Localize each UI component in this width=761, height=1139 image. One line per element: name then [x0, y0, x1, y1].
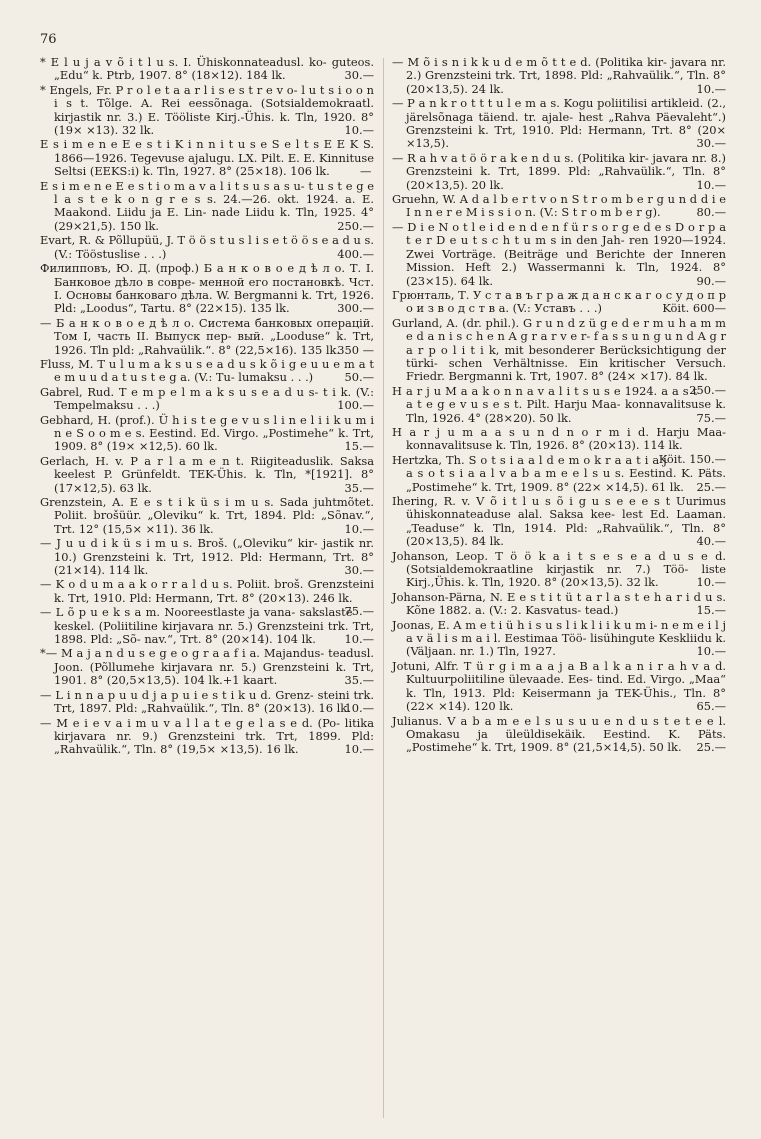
entry-text: * E l u j a v õ i t l u s. I. Ühiskonnateadusl. ko- guteos. „Edu“ k. Ptrb, 1907. 8° (18×12). 184 lk. — [40, 55, 374, 83]
entry-price: 30.— — [344, 563, 374, 578]
entry-text: Evart, R. & Põllupüü, J. T ö ö s t u s l i s e t ö ö s e a d u s. (V.: Tööstuslise . . .) — [40, 233, 374, 261]
entry-text: H a r j u m a a s u n d n o r m i d. Harju Maa- konnavalitsuse k. Tln, 1926. 8° (20×13). 114 lk. — [392, 424, 726, 453]
entry-text: — M e i e v a i m u v a l l a t e g e l a s e d. (Po- litika kirjavara nr. 9.) Grenzsteini trk. Trt, 1899. Pld: „Rahvaülik.“, Tln. 8° (19,5× ×13,5). 16 lk. — [40, 715, 374, 757]
catalog-entry — [392, 660, 726, 714]
entry-text: — M õ i s n i k k u d e m õ t t e d. (Politika kir- javara nr. 2.) Grenzsteini trk. Trt, 1898. Pld: „Rahvaülik.“, Tln. 8° (20×13,5). 24 lk. — [392, 55, 726, 96]
catalog-entry — [392, 715, 726, 755]
entry-price: 250.— — [689, 382, 726, 397]
catalog-entry — [392, 550, 726, 590]
page-number: 76 — [40, 32, 57, 47]
catalog-entry — [40, 84, 374, 138]
entry-price: 10.— — [696, 177, 726, 192]
entry-price: — — [360, 164, 372, 179]
entry-price: 90.— — [696, 273, 726, 288]
catalog-entry — [40, 358, 374, 385]
entry-price: 10.— — [696, 575, 726, 590]
entry-price: 250.— — [337, 218, 374, 233]
entry-text: Fluss, M. T u l u m a k s u s e a d u s k õ i g e u u e m a t e m u u d a t u s t e g a. (V.: Tu- lumaksu . . .) — [40, 356, 374, 385]
catalog-entry — [40, 717, 374, 757]
catalog-entry — [40, 414, 374, 454]
catalog-entry — [392, 56, 726, 96]
entry-price: 35.— — [344, 673, 374, 688]
entry-text: Johanson-Pärna, N. E e s t i t ü t a r l a s t e h a r i d u s. Kõne 1882. a. (V.: 2. Kasvatus- tead.) — [392, 589, 726, 618]
entry-price: 10.— — [344, 123, 374, 138]
entry-text: Joonas, E. A m e t i ü h i s u s l i k l i i k u m i- n e m e i l j a v ä l i s m a i l. Eestimaa Töö- lisühingute Keskliidu k. (Väljaan. nr. 1.) Tln, 1927. — [392, 617, 726, 659]
entry-text: — Б а н к о в о е д ѣ л о. Система банковых операцій. Том I, часть II. Выпуск пер- вый. „Looduse“ k. Trt, 1926. Tln pld: „Rahvaülik.“. 8° (22,5×16). 135 lk. — [40, 315, 374, 357]
entry-text: *— M a j a n d u s e g e o g r a a f i a. Majandus- teadusl. Joon. (Põllumehe kirjavara nr. 5.) Grenzsteini k. Trt, 1901. 8° (20,5×13,5). 104 lk.+1 kaart. — [40, 646, 374, 688]
column-divider — [383, 58, 384, 1118]
catalog-entry — [40, 577, 374, 619]
catalog-entry — [392, 221, 726, 288]
entry-text: Jotuni, Alfr. T ü r g i m a a j a B a l k a n i r a h v a d. Kultuurpoliitiline ülevaade. Ees- tind. Ed. Virgo. „Maa“ k. Tln, 1913. Pld: Keisermann ja TEK-Ühis., Tln. 8° (22× ×14). 120 lk. — [392, 658, 726, 714]
entry-text: Gabrel, Rud. T e m p e l m a k s u s e a d u s- t i k. (V.: Tempelmaksu . . .) — [40, 384, 374, 413]
entry-price: 10.— — [696, 644, 726, 659]
entry-text: — L õ p u e k s a m. Nooreestlaste ja vana- sakslaste keskel. (Poliitiline kirjavara nr. 5.) Grenzsteini trk. Trt, 1898. Pld: „Sõ- nav.“, Trt. 8° (20×14). 104 lk. — [40, 605, 374, 647]
entry-text: Grenzstein, A. E e s t i k ü s i m u s. Sada juhtmõtet. Poliit. brošüür. „Oleviku“ k. Trt, 1894. Pld: „Sõnav.“, Trt. 12° (15,5× ×11). 36 lk. — [40, 495, 374, 536]
entry-price: 80.— — [696, 205, 726, 220]
entry-text: Gebhard, H. (prof.). Ü h i s t e g e v u s l i n e l i i k u m i n e S o o m e s. Eestind. Ed. Virgo. „Postimehe“ k. Trt, 1909. 8° (19× ×12,5). 60 lk. — [40, 412, 374, 454]
entry-text: Грюнталь, Т. У с т а в ъ г р а ж д а н с к а г о с у д о п р о и з в о д с т в а. (V.: Уставъ . . .) — [392, 287, 726, 316]
entry-text: — J u u d i k ü s i m u s. Broš. („Oleviku“ kir- jastik nr. 10.) Grenzsteini k. Trt, 1912. Pld: Hermann, Trt. 8° (21×14). 114 lk. — [40, 536, 374, 578]
entry-price: 400.— — [337, 246, 374, 261]
catalog-entry — [392, 289, 726, 316]
entry-text: H a r j u M a a k o n n a v a l i t s u s e 1924. a a s t a t e g e v u s e s t. Pilt. Harju Maa- konnavalitsuse k. Tln, 1926. 4° (28×20). 50 lk. — [392, 383, 726, 425]
entry-text: Julianus. V a b a m e e l s u s u u e n d u s t e t e e l. Omakasu ja üleüldisekäik. Eestind. K. Päts. „Postimehe“ k. Trt, 1909. 8° (21,5×14,5). 50 lk. — [392, 713, 726, 755]
entry-price: 10.— — [344, 521, 374, 536]
entry-text: — P a n k r o t t t u l e m a s. Kogu poliitilisi artikleid. (2., järelsõnaga täiend. tr. ajale- hest „Rahva Päevaleht“.) Grenzsteini k. Trt, 1910. Pld: Hermann, Trt. 8° (20× ×13,5). — [392, 96, 726, 151]
catalog-entry — [392, 495, 726, 549]
entry-price: 15.— — [344, 439, 374, 454]
catalog-entry — [40, 138, 374, 178]
entry-price: Köit. 150.— — [658, 451, 726, 466]
entry-price: 25.— — [696, 479, 726, 494]
catalog-entry — [392, 315, 726, 397]
entry-price: 350 — — [337, 342, 374, 357]
entry-text: Johanson, Leop. T ö ö k a i t s e s e a d u s e d. (Sotsialdemokraatline kirjastik nr. 7.) Töö- liste Kirj.,Ühis. k. Tln, 1920. 8° (20×13,5). 32 lk. — [392, 548, 726, 590]
entry-text: * Engels, Fr. P r o l e t a a r l i s e s t r e v o- l u t s i o o n i s t. Tõlge. A. Rei eessõnaga. (Sotsialdemokraatl. kirjastik nr. 3.) E. Tööliste Kirj.-Ühis. k. Tln, 1920. 8° (19× ×13). 32 lk. — [40, 82, 374, 138]
entry-text: Филипповъ, Ю. Д. (проф.) Б а н к о в о е д ѣ л о. Т. I. Банковое дѣло в совре- менной его постановкѣ. Чст. I. Основы банковаго дѣла. W. Bergmanni k. Trt, 1926. Pld: „Loodus“, Tartu. 8° (22×15). 135 lk. — [40, 261, 374, 316]
entry-text: — K o d u m a a k o r r a l d u s. Poliit. broš. Grenzsteini k. Trt, 1910. Pld: Hermann, Trt. 8° (20×13). 246 lk. — [40, 577, 374, 605]
catalog-entry — [40, 317, 374, 357]
catalog-entry — [392, 619, 726, 659]
catalog-entry — [40, 496, 374, 536]
entry-price: 10.— — [696, 81, 726, 96]
entry-text: — D i e N o t l e i d e n d e n f ü r s o r g e d e s D o r p a t e r D e u t s c h t u m s in den Jah- ren 1920—1924. Zwei Vorträge. (Beiträge und Berichte der Inneren Mission. Heft 2.) Wassermanni k. Tln, 1924. 8° (23×15). 64 lk. — [392, 219, 726, 288]
catalog-entry — [392, 193, 726, 220]
entry-text: Gurland, A. (dr. phil.). G r u n d z ü g e d e r m u h a m m e d a n i s c h e n A g r a r v e r- f a s s u n g u n d A g r a r p o l i t i k, mit besonderer Berücksichtigung der türki- schen Verhältnisse. Ein kritischer Versuch. Friedr. Bergmanni k. Trt, 1907. 8° (24× ×17). 84 lk. — [392, 315, 726, 384]
entry-text: — R a h v a t ö ö r a k e n d u s. (Politika kir- javara nr. 8.) Grenzsteini k. Trt, 1899. Pld: „Rahvaülik.“, Tln. 8° (20×13,5). 20 lk. — [392, 150, 726, 192]
catalog-entry — [40, 606, 374, 646]
entry-price: 75.— — [344, 604, 374, 619]
catalog-entry — [40, 262, 374, 316]
entry-price: 35.— — [344, 480, 374, 495]
entry-text: Gerlach, H. v. P a r l a m e n t. Riigiteaduslik. Saksa keelest P. Grünfeldt. TEK-Ühis. k. Tln, *[1921]. 8° (17×12,5). 63 lk. — [40, 453, 374, 495]
catalog-entry — [40, 180, 374, 234]
right-column — [392, 56, 726, 756]
entry-price: 30.— — [696, 136, 726, 151]
catalog-entry — [392, 97, 726, 151]
catalog-entry — [40, 537, 374, 577]
catalog-entry — [40, 56, 374, 83]
catalog-entry — [40, 455, 374, 495]
entry-price: 10.— — [344, 742, 374, 757]
entry-price: 300.— — [337, 301, 374, 316]
entry-price: 100.— — [337, 398, 374, 413]
entry-price: Köit. 600— — [662, 301, 726, 316]
entry-price: 40.— — [696, 534, 726, 549]
entry-price: 10.— — [344, 701, 374, 716]
entry-price: 65.— — [696, 699, 726, 714]
catalog-entry — [40, 386, 374, 413]
entry-price: 50.— — [344, 370, 374, 385]
catalog-entry — [40, 647, 374, 687]
catalog-entry — [392, 591, 726, 618]
entry-text: E s i m e n e E e s t i o m a v a l i t s u s a s u- t u s t e g e l a s t e k o n g r e s s. 24.—26. okt. 1924. a. E. Maakond. Liidu ja E. Lin- nade Liidu k. Tln, 1925. 4° (29×21,5). 150 lk. — [40, 178, 374, 233]
entry-text: Hertzka, Th. S o t s i a a l d e m o k r a a t i a j a s o t s i a a l v a b a m e e l s u s. Eestind. K. Päts. „Postimehe“ k. Trt, 1909. 8° (22× ×14,5). 61 lk. — [392, 452, 726, 494]
entry-text: Ihering, R. v. V õ i t l u s õ i g u s e e e s t Uurimus ühiskonnateaduse alal. Saksa kee- lest Ed. Laaman. „Teaduse“ k. Tln, 1914. Pld: „Rahvaülik.“, Tln. 8° (20×13,5). 84 lk. — [392, 494, 726, 549]
entry-price: 25.— — [696, 740, 726, 755]
entry-price: 30.— — [344, 68, 374, 83]
catalog-entry — [392, 382, 726, 425]
entry-price: 15.— — [696, 603, 726, 618]
entry-price: 10.— — [344, 632, 374, 647]
catalog-entry — [392, 424, 726, 466]
entry-text: Gruehn, W. A d a l b e r t v o n S t r o m b e r g u n d d i e I n n e r e M i s s i o n. (V.: S t r o m b e r g). — [392, 192, 726, 220]
catalog-entry — [40, 689, 374, 716]
entry-text: — L i n n a p u u d j a p u i e s t i k u d. Grenz- steini trk. Trt, 1897. Pld: „Rahvaülik.“, Tln. 8° (20×13). 16 lk. — [40, 687, 374, 716]
catalog-entry — [40, 234, 374, 261]
catalog-entry — [392, 152, 726, 192]
entry-price: 75.— — [696, 410, 726, 425]
entry-text: E s i m e n e E e s t i K i n n i t u s e S e l t s E E K S. 1866—1926. Tegevuse ajalugu. LX. Pilt. E. E. Kinnituse Seltsi (EEKS:i) k. Tln, 1927. 8° (25×18). 106 lk. — [40, 137, 374, 179]
left-column — [40, 56, 374, 758]
